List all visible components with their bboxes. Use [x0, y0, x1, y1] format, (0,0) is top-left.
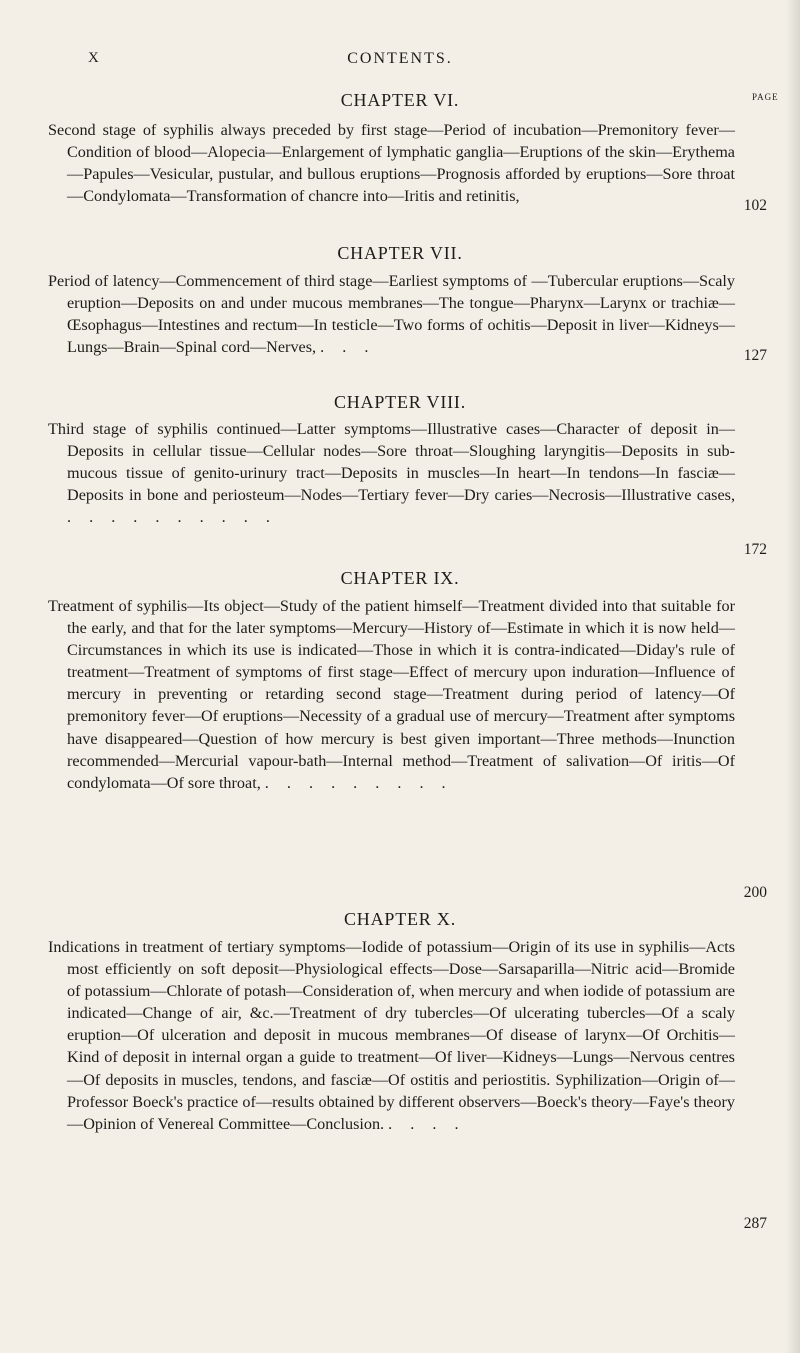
- chapter-summary-vii: [48, 270, 735, 358]
- page-folio: X: [88, 50, 100, 66]
- page-number-vi: 102: [743, 197, 767, 214]
- page-edge-shadow: [786, 0, 800, 1353]
- chapter-summary-viii: [48, 418, 735, 528]
- chapter-summary-x: [48, 936, 735, 1135]
- chapter-summary-text: Period of latency—Commencement of third stage—Earliest symptoms of —Tubercular eruptions—Scaly eruption—Deposits on and under mucous membranes—The tongue—Pharynx—Larynx or trachiæ—Œsophagus—Intestines and rectum—In testicle—Two forms of ochitis—Deposit in liver—Kidneys—Lungs—Brain—Spinal cord—Nerves,: [48, 272, 735, 357]
- page-column-label: PAGE: [752, 92, 779, 102]
- chapter-heading-ix: CHAPTER IX.: [340, 568, 460, 588]
- dot-leaders: . . . .: [388, 1114, 466, 1133]
- running-head: CONTENTS.: [347, 50, 453, 67]
- chapter-summary-text: Indications in treatment of tertiary symptoms—Iodide of potassium—Origin of its use in syphilis—Acts most efficiently on soft deposit—Physiological effects—Dose—Sarsaparilla—Nitric acid—Bromide of potassium—Chlorate of potash—Consideration of, when mercury and when iodide of potassium are indicated—Change of air, &c.—Treatment of dry tubercles—Of ulcerating tubercles—Of a scaly eruption—Of ulceration and deposit in mucous membranes—Of disease of larynx—Of Orchitis—Kind of deposit in internal organ a guide to treatment—Of liver—Kidneys—Lungs—Nervous centres—Of deposits in muscles, tendons, and fasciæ—Of ostitis and periostitis. Syphilization—Origin of—Professor Boeck's practice of—results obtained by different observers—Boeck's theory—Faye's theory—Opinion of Venereal Committee—Conclusion.: [48, 938, 735, 1133]
- dot-leaders: . . .: [320, 338, 376, 357]
- chapter-summary-text: Third stage of syphilis continued—Latter symptoms—Illustrative cases—Character of deposit in—Deposits in cellular tissue—Cellular nodes—Sore throat—Sloughing laryngitis—Deposits in sub-mucous tissue of genito-urinury tract—Deposits in muscles—In heart—In tendons—In fasciæ—Deposits in bone and periosteum—Nodes—Tertiary fever—Dry caries—Necrosis—Illustrative cases,: [48, 420, 735, 505]
- chapter-summary-text: Treatment of syphilis—Its object—Study of the patient himself—Treatment divided into that suitable for the early, and that for the later symptoms—Mercury—History of—Estimate in which it is now held—Circumstances in which its use is indicated—Those in which it is contra-indicated—Diday's rule of treatment—Treatment of symptoms of first stage—Effect of mercury upon induration—Influence of mercury in preventing or retarding second stage—Treatment during period of latency—Of premonitory fever—Of eruptions—Necessity of a gradual use of mercury—Treatment after symptoms have disappeared—Question of how mercury is best given important—Three methods—Inunction recommended—Mercurial vapour-bath—Internal method—Treatment of salivation—Of iritis—Of condylomata—Of sore throat,: [48, 597, 735, 792]
- chapter-heading-x: CHAPTER X.: [343, 909, 456, 929]
- page-number-x: 287: [743, 1215, 767, 1232]
- chapter-summary-ix: [48, 595, 735, 794]
- page-number-ix: 200: [743, 884, 767, 901]
- dot-leaders: . . . . . . . . .: [264, 773, 453, 792]
- page-number-viii: 172: [743, 541, 767, 558]
- page-number-vii: 127: [743, 347, 767, 364]
- chapter-heading-vii: CHAPTER VII.: [337, 243, 463, 263]
- chapter-heading-viii: CHAPTER VIII.: [333, 392, 467, 412]
- chapter-summary-text: Second stage of syphilis always preceded by first stage—Period of incubation—Premonitory fever—Condition of blood—Alopecia—Enlargement of lymphatic ganglia—Eruptions of the skin—Erythema—Papules—Vesicular, pustular, and bullous eruptions—Prognosis afforded by eruptions—Sore throat—Condylomata—Transformation of chancre into—Iritis and retinitis,: [48, 121, 735, 206]
- chapter-summary-vi: [48, 119, 735, 207]
- dot-leaders: . . . . . . . . . .: [67, 508, 277, 527]
- chapter-heading-vi: CHAPTER VI.: [340, 90, 460, 110]
